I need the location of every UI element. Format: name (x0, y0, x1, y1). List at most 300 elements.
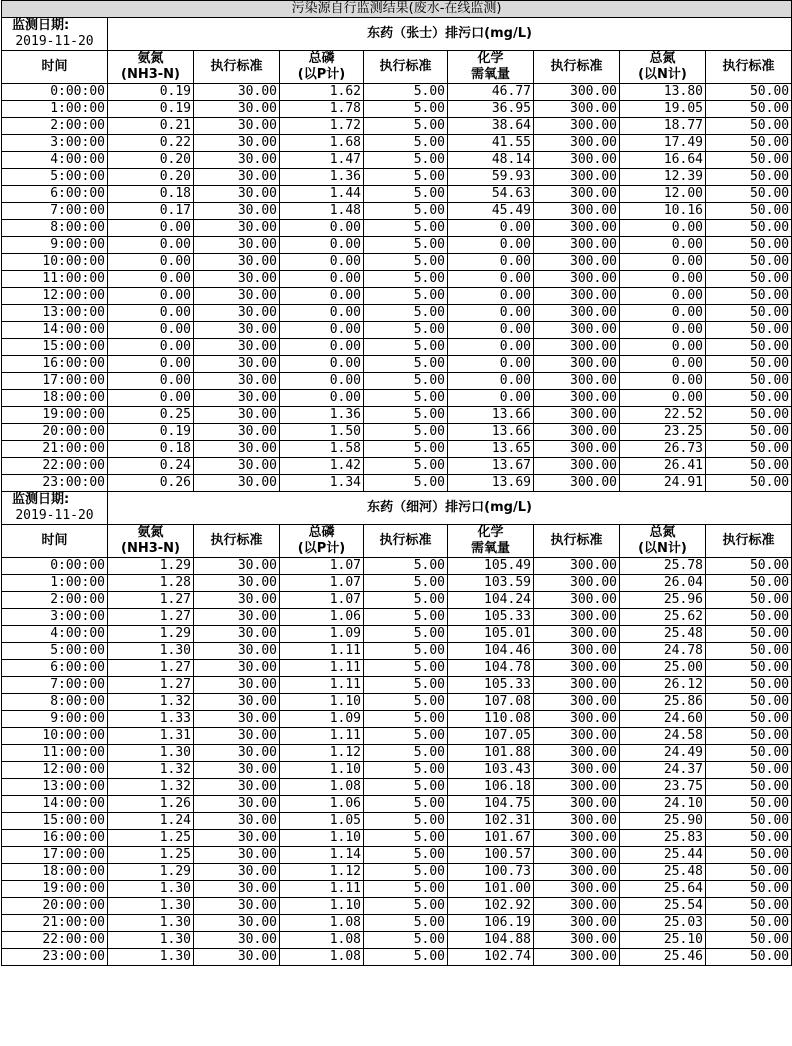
value-cell: 50.00 (706, 84, 792, 101)
table-row (2, 949, 792, 966)
value-cell: 107.08 (448, 694, 534, 711)
value-cell: 30.00 (194, 254, 280, 271)
column-header (108, 525, 194, 558)
value-cell: 300.00 (534, 186, 620, 203)
value-cell: 1.48 (280, 203, 364, 220)
value-cell: 50.00 (706, 864, 792, 881)
value-cell: 30.00 (194, 898, 280, 915)
value-cell: 25.78 (620, 558, 706, 575)
table-row (2, 915, 792, 932)
value-cell: 1.58 (280, 441, 364, 458)
value-cell: 0.00 (280, 220, 364, 237)
value-cell: 5.00 (364, 626, 448, 643)
value-cell: 0.22 (108, 135, 194, 152)
column-header (448, 51, 534, 84)
value-cell: 25.03 (620, 915, 706, 932)
monitoring-report-table (1, 0, 792, 966)
value-cell: 1.32 (108, 779, 194, 796)
column-header (2, 525, 108, 558)
value-cell: 13.80 (620, 84, 706, 101)
table-row (2, 932, 792, 949)
time-cell: 2:00:00 (2, 118, 108, 135)
value-cell: 45.49 (448, 203, 534, 220)
time-cell: 3:00:00 (2, 609, 108, 626)
value-cell: 0.18 (108, 186, 194, 203)
value-cell: 50.00 (706, 169, 792, 186)
value-cell: 1.08 (280, 915, 364, 932)
value-cell: 1.14 (280, 847, 364, 864)
value-cell: 25.64 (620, 881, 706, 898)
value-cell: 50.00 (706, 152, 792, 169)
value-cell: 300.00 (534, 424, 620, 441)
value-cell: 101.00 (448, 881, 534, 898)
value-cell: 50.00 (706, 745, 792, 762)
value-cell: 103.59 (448, 575, 534, 592)
value-cell: 5.00 (364, 779, 448, 796)
value-cell: 1.27 (108, 609, 194, 626)
value-cell: 0.00 (108, 220, 194, 237)
section-header-row (2, 492, 792, 525)
column-header-label: 执行标准 (210, 533, 263, 548)
table-row (2, 475, 792, 492)
value-cell: 30.00 (194, 745, 280, 762)
value-cell: 50.00 (706, 609, 792, 626)
value-cell: 1.30 (108, 949, 194, 966)
value-cell: 300.00 (534, 288, 620, 305)
value-cell: 30.00 (194, 135, 280, 152)
table-row (2, 694, 792, 711)
value-cell: 50.00 (706, 660, 792, 677)
time-cell: 8:00:00 (2, 694, 108, 711)
value-cell: 30.00 (194, 779, 280, 796)
value-cell: 30.00 (194, 356, 280, 373)
value-cell: 0.00 (448, 322, 534, 339)
monitoring-date-cell (2, 492, 108, 525)
value-cell: 5.00 (364, 796, 448, 813)
value-cell: 1.07 (280, 592, 364, 609)
value-cell: 24.58 (620, 728, 706, 745)
value-cell: 5.00 (364, 84, 448, 101)
value-cell: 300.00 (534, 322, 620, 339)
time-cell: 9:00:00 (2, 237, 108, 254)
value-cell: 1.30 (108, 643, 194, 660)
time-cell: 1:00:00 (2, 101, 108, 118)
value-cell: 5.00 (364, 762, 448, 779)
value-cell: 0.25 (108, 407, 194, 424)
value-cell: 1.72 (280, 118, 364, 135)
table-row (2, 288, 792, 305)
value-cell: 101.67 (448, 830, 534, 847)
time-cell: 11:00:00 (2, 271, 108, 288)
value-cell: 30.00 (194, 864, 280, 881)
table-row (2, 322, 792, 339)
value-cell: 16.64 (620, 152, 706, 169)
value-cell: 300.00 (534, 898, 620, 915)
value-cell: 5.00 (364, 237, 448, 254)
value-cell: 300.00 (534, 643, 620, 660)
value-cell: 30.00 (194, 728, 280, 745)
value-cell: 300.00 (534, 609, 620, 626)
table-row (2, 609, 792, 626)
value-cell: 25.54 (620, 898, 706, 915)
column-header (620, 525, 706, 558)
table-row (2, 779, 792, 796)
value-cell: 24.78 (620, 643, 706, 660)
time-cell: 11:00:00 (2, 745, 108, 762)
value-cell: 30.00 (194, 847, 280, 864)
value-cell: 0.00 (620, 254, 706, 271)
table-row (2, 390, 792, 407)
time-cell: 0:00:00 (2, 84, 108, 101)
value-cell: 30.00 (194, 169, 280, 186)
value-cell: 25.00 (620, 660, 706, 677)
column-header-label: 执行标准 (379, 533, 432, 548)
value-cell: 0.19 (108, 84, 194, 101)
value-cell: 17.49 (620, 135, 706, 152)
value-cell: 12.00 (620, 186, 706, 203)
column-header-label: 时间 (41, 533, 68, 548)
value-cell: 0.20 (108, 152, 194, 169)
time-cell: 23:00:00 (2, 949, 108, 966)
value-cell: 1.12 (280, 745, 364, 762)
value-cell: 1.31 (108, 728, 194, 745)
value-cell: 103.43 (448, 762, 534, 779)
time-cell: 12:00:00 (2, 288, 108, 305)
outlet-name: 东药（细河）排污口(mg/L) (108, 492, 792, 525)
value-cell: 50.00 (706, 694, 792, 711)
table-row (2, 407, 792, 424)
value-cell: 0.00 (108, 373, 194, 390)
time-cell: 13:00:00 (2, 305, 108, 322)
value-cell: 0.00 (620, 288, 706, 305)
value-cell: 30.00 (194, 118, 280, 135)
value-cell: 30.00 (194, 441, 280, 458)
value-cell: 1.34 (280, 475, 364, 492)
value-cell: 1.26 (108, 796, 194, 813)
time-cell: 20:00:00 (2, 898, 108, 915)
value-cell: 50.00 (706, 643, 792, 660)
time-cell: 3:00:00 (2, 135, 108, 152)
time-cell: 20:00:00 (2, 424, 108, 441)
value-cell: 300.00 (534, 915, 620, 932)
time-cell: 2:00:00 (2, 592, 108, 609)
value-cell: 50.00 (706, 677, 792, 694)
value-cell: 50.00 (706, 575, 792, 592)
value-cell: 5.00 (364, 152, 448, 169)
value-cell: 0.00 (108, 237, 194, 254)
value-cell: 1.30 (108, 898, 194, 915)
value-cell: 13.66 (448, 407, 534, 424)
table-row (2, 373, 792, 390)
value-cell: 105.01 (448, 626, 534, 643)
value-cell: 5.00 (364, 728, 448, 745)
value-cell: 30.00 (194, 322, 280, 339)
value-cell: 0.00 (448, 305, 534, 322)
value-cell: 300.00 (534, 694, 620, 711)
value-cell: 5.00 (364, 271, 448, 288)
value-cell: 300.00 (534, 118, 620, 135)
value-cell: 26.73 (620, 441, 706, 458)
column-header-label: 氨氮 (NH3-N) (121, 525, 180, 556)
value-cell: 1.68 (280, 135, 364, 152)
value-cell: 0.00 (620, 305, 706, 322)
value-cell: 13.66 (448, 424, 534, 441)
table-row (2, 118, 792, 135)
column-header (108, 51, 194, 84)
table-row (2, 558, 792, 575)
value-cell: 25.10 (620, 932, 706, 949)
value-cell: 50.00 (706, 305, 792, 322)
value-cell: 300.00 (534, 847, 620, 864)
table-row (2, 220, 792, 237)
value-cell: 300.00 (534, 592, 620, 609)
value-cell: 10.16 (620, 203, 706, 220)
value-cell: 100.57 (448, 847, 534, 864)
value-cell: 26.12 (620, 677, 706, 694)
value-cell: 1.10 (280, 694, 364, 711)
time-cell: 14:00:00 (2, 322, 108, 339)
column-header-label: 化学 需氧量 (470, 525, 510, 556)
value-cell: 1.05 (280, 813, 364, 830)
value-cell: 107.05 (448, 728, 534, 745)
value-cell: 25.62 (620, 609, 706, 626)
value-cell: 300.00 (534, 864, 620, 881)
value-cell: 50.00 (706, 254, 792, 271)
time-cell: 0:00:00 (2, 558, 108, 575)
column-header (620, 51, 706, 84)
table-row (2, 830, 792, 847)
value-cell: 104.24 (448, 592, 534, 609)
date-value: 2019-11-20 (15, 508, 94, 523)
value-cell: 0.00 (280, 237, 364, 254)
value-cell: 50.00 (706, 237, 792, 254)
value-cell: 1.32 (108, 694, 194, 711)
value-cell: 300.00 (534, 169, 620, 186)
table-row (2, 660, 792, 677)
value-cell: 36.95 (448, 101, 534, 118)
value-cell: 300.00 (534, 220, 620, 237)
value-cell: 25.83 (620, 830, 706, 847)
table-row (2, 762, 792, 779)
value-cell: 0.00 (108, 305, 194, 322)
title-row (2, 1, 792, 18)
table-row (2, 424, 792, 441)
value-cell: 300.00 (534, 203, 620, 220)
column-header (448, 525, 534, 558)
value-cell: 50.00 (706, 271, 792, 288)
value-cell: 13.69 (448, 475, 534, 492)
value-cell: 300.00 (534, 135, 620, 152)
value-cell: 102.74 (448, 949, 534, 966)
value-cell: 300.00 (534, 932, 620, 949)
value-cell: 54.63 (448, 186, 534, 203)
value-cell: 5.00 (364, 305, 448, 322)
value-cell: 300.00 (534, 407, 620, 424)
value-cell: 0.00 (448, 254, 534, 271)
value-cell: 24.10 (620, 796, 706, 813)
table-row (2, 847, 792, 864)
value-cell: 50.00 (706, 796, 792, 813)
value-cell: 50.00 (706, 424, 792, 441)
value-cell: 104.78 (448, 660, 534, 677)
value-cell: 1.07 (280, 575, 364, 592)
value-cell: 105.49 (448, 558, 534, 575)
table-row (2, 898, 792, 915)
value-cell: 30.00 (194, 203, 280, 220)
value-cell: 0.00 (280, 373, 364, 390)
value-cell: 13.67 (448, 458, 534, 475)
value-cell: 1.10 (280, 830, 364, 847)
value-cell: 1.33 (108, 711, 194, 728)
column-header (706, 525, 792, 558)
value-cell: 30.00 (194, 305, 280, 322)
value-cell: 50.00 (706, 558, 792, 575)
value-cell: 50.00 (706, 373, 792, 390)
value-cell: 50.00 (706, 932, 792, 949)
value-cell: 50.00 (706, 898, 792, 915)
column-header (2, 51, 108, 84)
value-cell: 30.00 (194, 609, 280, 626)
time-cell: 21:00:00 (2, 441, 108, 458)
value-cell: 25.96 (620, 592, 706, 609)
value-cell: 0.00 (280, 339, 364, 356)
time-cell: 17:00:00 (2, 847, 108, 864)
table-row (2, 677, 792, 694)
column-header-row (2, 525, 792, 558)
value-cell: 1.28 (108, 575, 194, 592)
value-cell: 5.00 (364, 915, 448, 932)
value-cell: 50.00 (706, 339, 792, 356)
table-row (2, 203, 792, 220)
value-cell: 0.00 (108, 356, 194, 373)
value-cell: 26.04 (620, 575, 706, 592)
table-row (2, 745, 792, 762)
time-cell: 19:00:00 (2, 881, 108, 898)
value-cell: 0.00 (108, 254, 194, 271)
value-cell: 1.08 (280, 779, 364, 796)
report-body (2, 1, 792, 966)
value-cell: 5.00 (364, 660, 448, 677)
report-title: 污染源自行监测结果(废水-在线监测) (2, 1, 792, 18)
value-cell: 5.00 (364, 864, 448, 881)
table-row (2, 305, 792, 322)
table-row (2, 575, 792, 592)
value-cell: 5.00 (364, 356, 448, 373)
value-cell: 300.00 (534, 254, 620, 271)
time-cell: 22:00:00 (2, 932, 108, 949)
table-row (2, 881, 792, 898)
value-cell: 1.08 (280, 949, 364, 966)
value-cell: 300.00 (534, 373, 620, 390)
value-cell: 30.00 (194, 475, 280, 492)
value-cell: 48.14 (448, 152, 534, 169)
value-cell: 5.00 (364, 949, 448, 966)
value-cell: 5.00 (364, 881, 448, 898)
value-cell: 300.00 (534, 558, 620, 575)
value-cell: 0.00 (108, 322, 194, 339)
column-header (280, 51, 364, 84)
column-header-label: 总氮 (以N计) (638, 525, 687, 556)
value-cell: 1.29 (108, 558, 194, 575)
value-cell: 30.00 (194, 101, 280, 118)
value-cell: 1.11 (280, 728, 364, 745)
value-cell: 50.00 (706, 118, 792, 135)
value-cell: 300.00 (534, 390, 620, 407)
value-cell: 300.00 (534, 475, 620, 492)
value-cell: 0.00 (620, 373, 706, 390)
value-cell: 19.05 (620, 101, 706, 118)
value-cell: 102.92 (448, 898, 534, 915)
value-cell: 59.93 (448, 169, 534, 186)
value-cell: 1.27 (108, 660, 194, 677)
value-cell: 24.60 (620, 711, 706, 728)
value-cell: 0.00 (448, 356, 534, 373)
value-cell: 5.00 (364, 745, 448, 762)
value-cell: 50.00 (706, 135, 792, 152)
value-cell: 0.00 (620, 237, 706, 254)
value-cell: 1.78 (280, 101, 364, 118)
column-header (280, 525, 364, 558)
value-cell: 1.07 (280, 558, 364, 575)
value-cell: 1.27 (108, 592, 194, 609)
value-cell: 1.24 (108, 813, 194, 830)
time-cell: 4:00:00 (2, 152, 108, 169)
value-cell: 300.00 (534, 339, 620, 356)
value-cell: 30.00 (194, 711, 280, 728)
value-cell: 30.00 (194, 932, 280, 949)
time-cell: 4:00:00 (2, 626, 108, 643)
value-cell: 30.00 (194, 407, 280, 424)
column-header-label: 执行标准 (722, 533, 775, 548)
table-row (2, 711, 792, 728)
value-cell: 5.00 (364, 847, 448, 864)
value-cell: 5.00 (364, 711, 448, 728)
value-cell: 300.00 (534, 762, 620, 779)
value-cell: 300.00 (534, 441, 620, 458)
value-cell: 5.00 (364, 169, 448, 186)
value-cell: 1.10 (280, 762, 364, 779)
table-row (2, 152, 792, 169)
value-cell: 0.24 (108, 458, 194, 475)
value-cell: 30.00 (194, 271, 280, 288)
value-cell: 30.00 (194, 220, 280, 237)
value-cell: 30.00 (194, 339, 280, 356)
value-cell: 50.00 (706, 356, 792, 373)
value-cell: 102.31 (448, 813, 534, 830)
column-header-label: 总氮 (以N计) (638, 51, 687, 82)
column-header (364, 525, 448, 558)
value-cell: 25.44 (620, 847, 706, 864)
value-cell: 5.00 (364, 373, 448, 390)
value-cell: 30.00 (194, 830, 280, 847)
value-cell: 0.00 (108, 288, 194, 305)
value-cell: 41.55 (448, 135, 534, 152)
value-cell: 25.90 (620, 813, 706, 830)
value-cell: 1.30 (108, 915, 194, 932)
value-cell: 50.00 (706, 847, 792, 864)
value-cell: 0.00 (108, 271, 194, 288)
date-label: 监测日期: (12, 18, 70, 33)
table-row (2, 84, 792, 101)
table-row (2, 339, 792, 356)
value-cell: 1.11 (280, 660, 364, 677)
value-cell: 1.25 (108, 830, 194, 847)
value-cell: 24.49 (620, 745, 706, 762)
column-header-label: 执行标准 (722, 59, 775, 74)
value-cell: 23.75 (620, 779, 706, 796)
value-cell: 5.00 (364, 609, 448, 626)
value-cell: 50.00 (706, 626, 792, 643)
